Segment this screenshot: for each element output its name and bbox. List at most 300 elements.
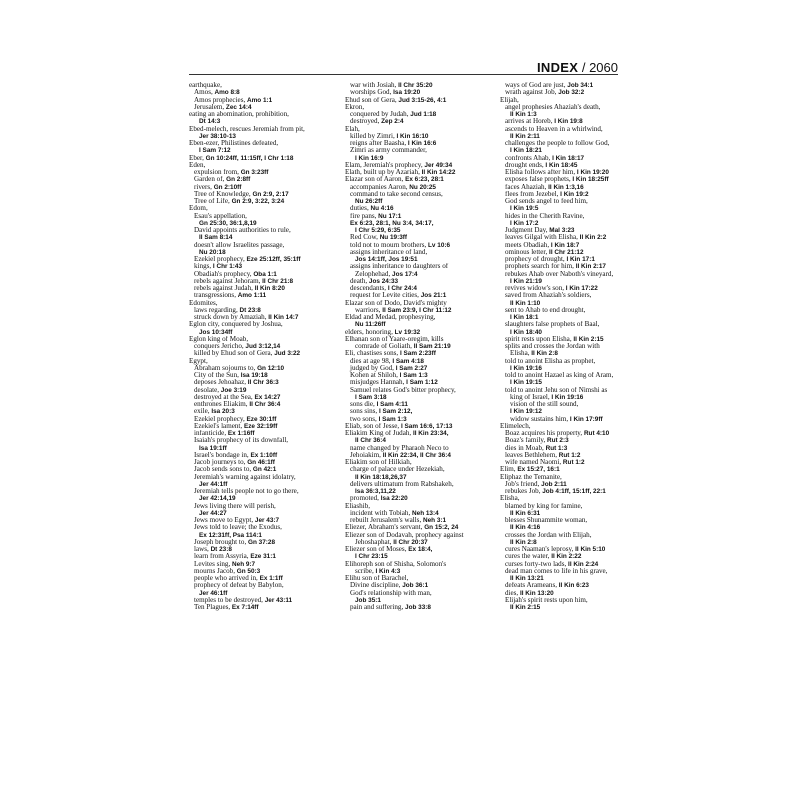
entry-reference: Jos 10:34ff bbox=[199, 328, 233, 336]
entry-reference: Job 33:8 bbox=[405, 604, 431, 611]
entry-text: Jehoshaphat, bbox=[355, 538, 394, 546]
entry-reference: I Chr 23:15 bbox=[355, 553, 388, 561]
entry-reference: I Sam 1:12 bbox=[406, 379, 438, 387]
entry-reference: Gn 10:24ff, 11:15ff, I Chr 1:18 bbox=[205, 154, 294, 162]
index-entry bbox=[500, 89, 688, 96]
index-entry bbox=[500, 234, 688, 241]
entry-reference: Jos 21:1 bbox=[420, 292, 447, 300]
entry-text: faces Ahaziah, bbox=[505, 183, 549, 191]
entry-reference: I Kin 19:20 bbox=[576, 169, 609, 176]
entry-text: crosses the Jordan with Elijah, bbox=[505, 531, 592, 539]
entry-reference: II Kin 5:10 bbox=[575, 546, 606, 553]
entry-text: two sons, bbox=[350, 415, 379, 423]
entry-reference: Mal 3:23 bbox=[549, 227, 575, 234]
index-entry bbox=[500, 126, 688, 133]
index-entry bbox=[500, 205, 688, 212]
entry-text: Abraham sojourns to, bbox=[194, 364, 258, 372]
entry-reference: I Sam 1:3 bbox=[399, 372, 428, 379]
entry-text: laws regarding, bbox=[194, 306, 240, 314]
entry-reference: Ex 6:23, 28:1 bbox=[405, 176, 444, 184]
index-entry bbox=[500, 561, 688, 568]
entry-reference: Ex 1:10ff bbox=[250, 451, 278, 459]
index-entry bbox=[500, 162, 688, 169]
entry-text: Elam, Jeremiah's prophecy, bbox=[345, 161, 425, 169]
entry-reference: I Kin 18:17 bbox=[552, 154, 585, 162]
entry-text: leaves Bethlehem, bbox=[505, 451, 559, 459]
entry-text: scribe, bbox=[355, 567, 376, 575]
entry-text: laws, bbox=[194, 546, 211, 553]
entry-reference: II Kin 23:34, bbox=[412, 430, 449, 437]
entry-text: comrade of Goliath, bbox=[355, 343, 414, 350]
entry-text: flees from Jezebel, bbox=[505, 190, 561, 198]
entry-text: Jeremiah tells people not to go there, bbox=[194, 488, 299, 495]
index-entry bbox=[500, 256, 688, 263]
entry-text: Boaz's family, bbox=[505, 437, 547, 445]
entry-text: prophets search for him, bbox=[505, 263, 576, 271]
entry-text: Jacob sends sons to, bbox=[194, 466, 253, 474]
entry-text: temples to be destroyed, bbox=[194, 596, 265, 604]
header-rule bbox=[189, 74, 618, 75]
entry-text: ways of God are just, bbox=[505, 82, 568, 89]
entry-reference: Ex 6:23, 28:1, Nu 3:4, 34:17, bbox=[350, 219, 434, 227]
entry-text: destroyed, bbox=[350, 118, 382, 126]
index-entry bbox=[500, 539, 688, 546]
index-entry bbox=[500, 423, 688, 430]
entry-reference: I Kin 17:1 bbox=[566, 256, 595, 263]
entry-text: killed by Ehud son of Gera, bbox=[194, 350, 275, 358]
index-entry bbox=[500, 104, 688, 111]
entry-text: Elah, bbox=[345, 125, 360, 133]
entry-text: Eliashib, bbox=[345, 502, 371, 510]
entry-text: earthquake, bbox=[189, 82, 222, 89]
entry-reference: II Kin 22:34, II Chr 36:4 bbox=[382, 451, 451, 459]
entry-text: charge of palace under Hezekiah, bbox=[350, 466, 445, 474]
entry-reference: Oba 1:1 bbox=[253, 270, 277, 278]
index-entry bbox=[500, 553, 688, 560]
entry-reference: II Kin 2:8 bbox=[510, 538, 537, 546]
entry-reference: Nu 17:1 bbox=[378, 212, 402, 220]
entry-text: Eber, bbox=[189, 154, 206, 162]
index-entry bbox=[500, 568, 688, 575]
index-entry bbox=[500, 365, 688, 372]
entry-text: told to anoint Jehu son of Nimshi as bbox=[505, 386, 608, 394]
entry-text: Jews told to leave; the Exodus, bbox=[194, 524, 282, 532]
entry-reference: Gn 42:1 bbox=[252, 466, 277, 474]
entry-text: Elijah, bbox=[500, 96, 519, 104]
entry-reference: II Kin 8:20 bbox=[254, 285, 285, 292]
index-entry bbox=[500, 140, 688, 147]
entry-text: prophecy of drought, bbox=[505, 256, 567, 263]
entry-reference: Nu 4:16 bbox=[370, 205, 394, 213]
index-entry bbox=[500, 350, 688, 357]
entry-reference: I Kin 19:16 bbox=[551, 393, 584, 401]
entry-text: wife named Naomi, bbox=[505, 459, 563, 466]
entry-reference: I Chr 24:4 bbox=[387, 285, 417, 292]
entry-text: Eliezer, Abraham's servant, bbox=[345, 524, 425, 532]
index-entry bbox=[500, 546, 688, 553]
entry-text: command to take second census, bbox=[350, 190, 443, 198]
entry-text: fire pans, bbox=[350, 212, 379, 220]
entry-reference: Gn 2:9, 3:22, 3:24 bbox=[231, 198, 285, 205]
entry-reference: Eze 25:12ff, 35:1ff bbox=[246, 256, 301, 263]
entry-text: transgressions, bbox=[194, 292, 238, 300]
entry-reference: Nu 11:26ff bbox=[355, 321, 386, 329]
entry-text: dies in Moab, bbox=[505, 444, 546, 452]
entry-text: prophecy of defeat by Babylon, bbox=[194, 582, 284, 590]
entry-reference: Neh 9:7 bbox=[232, 560, 256, 568]
entry-reference: I Sam 2:27 bbox=[395, 364, 428, 372]
entry-reference: II Kin 2:8 bbox=[531, 350, 558, 358]
entry-text: Egypt, bbox=[189, 357, 208, 365]
index-entry bbox=[500, 445, 688, 452]
index-entry bbox=[500, 292, 688, 299]
entry-reference: II Chr 35:20 bbox=[398, 82, 433, 89]
entry-reference: Nu 19:3ff bbox=[379, 234, 408, 242]
index-entry bbox=[500, 408, 688, 415]
entry-reference: Jer 38:10-13 bbox=[199, 132, 236, 140]
entry-text: widow sustains him, bbox=[510, 415, 570, 423]
index-entry bbox=[500, 271, 688, 278]
entry-reference: II Kin 2:24 bbox=[568, 560, 599, 568]
entry-reference: I Sam 1:3 bbox=[378, 415, 407, 423]
index-entry bbox=[500, 582, 688, 589]
entry-reference: Jud 1:18 bbox=[410, 111, 437, 118]
entry-reference: Dt 23:8 bbox=[210, 546, 232, 553]
entry-text: Eliezer son of Dodavah, prophecy against bbox=[345, 531, 464, 539]
entry-reference: Job 35:1 bbox=[355, 596, 381, 604]
entry-text: Ekron, bbox=[345, 103, 365, 111]
entry-text: dies, bbox=[505, 589, 520, 597]
entry-text: Eglon city, conquered by Joshua, bbox=[189, 321, 283, 329]
entry-text: City of the Sun, bbox=[194, 372, 241, 379]
index-entry bbox=[500, 394, 688, 401]
entry-text: desolate, bbox=[194, 386, 221, 394]
entry-reference: Nu 20:18 bbox=[199, 248, 226, 256]
index-entry bbox=[500, 459, 688, 466]
entry-text: conquered by Judah, bbox=[350, 111, 411, 118]
entry-text: Zelophehad, bbox=[355, 270, 393, 278]
entry-text: Eliakim King of Judah, bbox=[345, 430, 413, 437]
entry-text: rebuilt Jerusalem's walls, bbox=[350, 517, 423, 524]
index-entry bbox=[500, 155, 688, 162]
entry-text: cures the water, bbox=[505, 553, 552, 561]
index-entry bbox=[500, 213, 688, 220]
entry-reference: I Kin 18:1 bbox=[510, 314, 539, 321]
entry-text: assigns inheritance of land, bbox=[350, 248, 428, 256]
entry-text: pain and suffering, bbox=[350, 604, 406, 611]
entry-text: rebels against Jehoram, bbox=[194, 277, 263, 285]
entry-text: Amos prophecies, bbox=[194, 96, 247, 104]
entry-text: Eben-ezer, Philistines defeated, bbox=[189, 140, 279, 147]
entry-reference: II Kin 6:23 bbox=[558, 582, 589, 590]
index-entry bbox=[500, 416, 688, 423]
entry-reference: I Kin 19:16 bbox=[510, 364, 542, 372]
index-entry bbox=[500, 82, 688, 89]
entry-reference: Job 4:1ff, 15:1ff, 22:1 bbox=[542, 488, 606, 495]
entry-reference: Rut 1:3 bbox=[545, 444, 568, 452]
entry-reference: I Kin 16:10 bbox=[396, 132, 429, 140]
entry-reference: Dt 14:3 bbox=[199, 118, 221, 126]
entry-reference: II Chr 21:8 bbox=[262, 277, 294, 285]
entry-text: kings, bbox=[194, 263, 213, 271]
entry-text: Esau's appellation, bbox=[194, 212, 247, 220]
entry-text: Joseph brought to, bbox=[194, 538, 248, 546]
entry-reference: Rut 1:2 bbox=[558, 451, 581, 459]
entry-reference: II Kin 1:3 bbox=[510, 111, 537, 118]
entry-text: wrath against Job, bbox=[505, 89, 559, 97]
entry-reference: Joe 3:19 bbox=[220, 386, 247, 394]
index-entry bbox=[500, 597, 688, 604]
entry-text: delivers ultimatum from Rabshakeh, bbox=[350, 480, 454, 488]
entry-reference: Jud 3:22 bbox=[274, 350, 301, 358]
entry-text: blamed by king for famine, bbox=[505, 502, 583, 510]
entry-reference: II Chr 20:37 bbox=[393, 538, 428, 546]
entry-text: doesn't allow Israelites passage, bbox=[194, 241, 285, 249]
entry-reference: Neh 3:1 bbox=[423, 517, 447, 524]
entry-reference: II Sam 8:14 bbox=[199, 234, 233, 242]
entry-reference: II Kin 6:31 bbox=[510, 509, 541, 517]
index-entry bbox=[500, 249, 688, 256]
entry-text: Ehud son of Gera, bbox=[345, 96, 399, 104]
entry-text: request for Levite cities, bbox=[350, 292, 421, 300]
entry-text: incident with Tobiah, bbox=[350, 509, 413, 517]
entry-reference: I Kin 18:40 bbox=[510, 328, 542, 336]
entry-reference: Zec 14:4 bbox=[225, 103, 252, 111]
entry-reference: I Kin 19:5 bbox=[510, 205, 539, 213]
entry-text: Kohen at Shiloh, bbox=[350, 372, 400, 379]
entry-reference: Jos 17:4 bbox=[392, 270, 418, 278]
entry-text: Ezekiel's lament, bbox=[194, 422, 244, 430]
index-entry bbox=[500, 133, 688, 140]
entry-text: Eldad and Medad, prophesying, bbox=[345, 314, 436, 321]
entry-reference: Isa 20:3 bbox=[211, 408, 235, 416]
entry-reference: Ex 1:16ff bbox=[227, 430, 255, 437]
entry-text: defeats Arameans, bbox=[505, 582, 559, 590]
index-entry bbox=[500, 147, 688, 154]
entry-reference: Gn 37:28 bbox=[248, 538, 275, 546]
entry-reference: I Kin 16:6 bbox=[407, 140, 437, 147]
entry-reference: Amo 1:1 bbox=[247, 96, 273, 104]
entry-text: people who arrived in, bbox=[194, 575, 260, 582]
entry-reference: I Kin 4:3 bbox=[375, 567, 401, 575]
entry-text: Edom, bbox=[189, 205, 208, 213]
entry-reference: Zep 2:4 bbox=[381, 118, 404, 126]
entry-reference: I Sam 7:12 bbox=[199, 147, 231, 155]
entry-text: Elisha follows after him, bbox=[505, 169, 577, 176]
entry-text: rebukes Job, bbox=[505, 488, 543, 495]
entry-text: name changed by Pharaoh Neco to bbox=[350, 444, 449, 452]
entry-text: revives widow's son, bbox=[505, 285, 566, 292]
entry-text: Eliezer son of Moses, bbox=[345, 546, 409, 553]
entry-text: Garden of, bbox=[194, 176, 227, 184]
entry-text: saved from Ahaziah's soldiers, bbox=[505, 292, 592, 300]
index-entry bbox=[500, 503, 688, 510]
entry-reference: Rut 1:2 bbox=[562, 459, 585, 466]
index-entry bbox=[500, 184, 688, 191]
entry-text: David appoints authorities to rule, bbox=[194, 227, 291, 234]
entry-reference: I Sam 2:23ff bbox=[399, 350, 436, 358]
entry-text: Tree of Life, bbox=[194, 198, 232, 205]
entry-text: Ten Plagues, bbox=[194, 604, 232, 611]
entry-reference: Jos 14:1ff, Jos 19:51 bbox=[355, 256, 418, 263]
entry-reference: I Kin 21:19 bbox=[510, 277, 542, 285]
entry-text: sent to Ahab to end drought, bbox=[505, 306, 586, 314]
entry-reference: Amo 8:8 bbox=[214, 89, 240, 97]
entry-reference: I Kin 17:9ff bbox=[569, 415, 603, 423]
entry-reference: II Kin 2:17 bbox=[575, 263, 606, 271]
index-entry bbox=[500, 379, 688, 386]
entry-reference: Nu 26:2ff bbox=[355, 198, 383, 205]
entry-reference: I Kin 18:45 bbox=[545, 161, 578, 169]
entry-text: Eglon king of Moab, bbox=[189, 335, 249, 343]
entry-reference: Gn 2:10ff bbox=[213, 183, 242, 191]
index-entry bbox=[500, 321, 688, 328]
entry-text: Elijah's spirit rests upon him, bbox=[505, 596, 588, 604]
entry-reference: Nu 20:25 bbox=[409, 183, 436, 191]
entry-text: Divine discipline, bbox=[350, 582, 403, 590]
entry-reference: Gn 3:23ff bbox=[240, 169, 269, 176]
page-number: 2060 bbox=[589, 60, 618, 75]
entry-reference: Jos 24:33 bbox=[368, 277, 399, 285]
entry-reference: II Kin 13:21 bbox=[510, 575, 544, 582]
entry-text: ominous letter, bbox=[505, 248, 550, 256]
entry-reference: II Kin 14:22 bbox=[421, 169, 456, 176]
entry-reference: Jer 42:14,19 bbox=[199, 495, 236, 503]
entry-reference: II Kin 2:22 bbox=[551, 553, 582, 561]
entry-text: Elisha, bbox=[510, 350, 532, 358]
entry-text: Eliphaz the Temanite, bbox=[500, 473, 562, 481]
entry-text: assigns inheritance to daughters of bbox=[350, 263, 449, 271]
entry-text: Elazar son of Aaron, bbox=[345, 176, 406, 184]
entry-reference: II Kin 4:16 bbox=[510, 524, 541, 532]
index-entry bbox=[500, 452, 688, 459]
entry-reference: Jer 44:27 bbox=[199, 509, 227, 517]
entry-text: Eliab, son of Jesse, bbox=[345, 422, 401, 430]
entry-text: sons die, bbox=[350, 401, 377, 408]
entry-text: elders, honoring, bbox=[345, 328, 395, 336]
entry-text: ascends to Heaven in a whirlwind, bbox=[505, 125, 603, 133]
index-entry bbox=[500, 307, 688, 314]
index-entry bbox=[500, 474, 688, 481]
entry-text: Israel's bondage in, bbox=[194, 451, 251, 459]
entry-reference: II Kin 18:18,26,37 bbox=[355, 473, 407, 481]
entry-text: spirit rests upon Elisha, bbox=[505, 335, 574, 343]
entry-reference: I Kin 19:2 bbox=[560, 190, 589, 198]
entry-text: dies at age 98, bbox=[350, 357, 393, 365]
entry-reference: Jud 3:15-26, 4:1 bbox=[398, 96, 447, 104]
entry-text: Elisha, bbox=[500, 495, 520, 503]
entry-reference: Ex 18:4, bbox=[408, 546, 433, 553]
entry-reference: Lv 19:32 bbox=[394, 328, 421, 336]
entry-text: sons sins, bbox=[350, 408, 379, 416]
index-entry bbox=[500, 169, 688, 176]
entry-reference: Gn 46:1ff bbox=[247, 459, 275, 466]
entry-text: challenges the people to follow God, bbox=[505, 140, 610, 147]
entry-text: Edomites, bbox=[189, 299, 218, 307]
entry-reference: Job 36:1 bbox=[402, 582, 429, 590]
index-entry bbox=[500, 278, 688, 285]
entry-reference: Jer 49:34 bbox=[424, 161, 453, 169]
entry-reference: II Chr 21:12 bbox=[549, 248, 584, 256]
entry-reference: Eze 32:19ff bbox=[243, 422, 278, 430]
entry-text: drought ends, bbox=[505, 161, 546, 169]
entry-text: deposes Jehoahaz, bbox=[194, 379, 248, 387]
index-entry bbox=[500, 227, 688, 234]
entry-reference: Gn 12:10 bbox=[257, 364, 285, 372]
entry-text: conquers Jericho, bbox=[194, 343, 246, 350]
index-entry bbox=[500, 430, 688, 437]
entry-text: war with Josiah, bbox=[350, 82, 399, 89]
entry-text: king of Israel, bbox=[510, 393, 552, 401]
entry-reference: Isa 22:20 bbox=[380, 495, 408, 503]
entry-text: Eliakim son of Hilkiah, bbox=[345, 459, 412, 466]
entry-text: worships God, bbox=[350, 89, 394, 97]
entry-text: expulsion from, bbox=[194, 169, 241, 176]
entry-reference: I Kin 17:2 bbox=[510, 219, 539, 227]
entry-text: God sends angel to feed him, bbox=[505, 198, 588, 205]
entry-reference: Job 34:1 bbox=[567, 82, 594, 89]
entry-reference: Isa 19:1ff bbox=[199, 444, 227, 452]
entry-text: infanticide, bbox=[194, 430, 228, 437]
entry-text: Job's friend, bbox=[505, 480, 542, 488]
entry-reference: I Kin 18:21 bbox=[510, 147, 542, 155]
entry-text: told not to mourn brothers, bbox=[350, 241, 429, 249]
index-entry bbox=[500, 604, 688, 611]
entry-text: leaves Gilgal with Elisha, bbox=[505, 234, 580, 242]
index-entry bbox=[500, 387, 688, 394]
index-entry bbox=[500, 242, 688, 249]
entry-reference: Jud 3:12,14 bbox=[245, 343, 281, 350]
entry-text: Eden, bbox=[189, 161, 206, 169]
entry-reference: Gn 2:9, 2:17 bbox=[252, 190, 289, 198]
entry-reference: I Kin 19:8 bbox=[554, 118, 583, 126]
entry-text: Boaz acquires his property, bbox=[505, 430, 584, 437]
entry-reference: Ex 14:27 bbox=[254, 393, 281, 401]
entry-reference: Gn 15:2, 24 bbox=[424, 524, 459, 532]
entry-reference: I Kin 18:7 bbox=[550, 241, 580, 249]
entry-reference: II Kin 1:10 bbox=[510, 299, 541, 307]
entry-reference: I Sam 2:12, bbox=[378, 408, 413, 416]
index-entry bbox=[500, 198, 688, 205]
entry-reference: II Chr 36:4 bbox=[249, 401, 281, 408]
entry-text: Jacob journeys to, bbox=[194, 459, 248, 466]
entry-text: eating an abomination, prohibition, bbox=[189, 111, 289, 118]
entry-text: meets Obadiah, bbox=[505, 241, 551, 249]
entry-text: angel prophesies Ahaziah's death, bbox=[505, 103, 601, 111]
entry-text: exile, bbox=[194, 408, 212, 416]
entry-reference: II Kin 2:15 bbox=[510, 604, 541, 611]
entry-text: Zimri as army commander, bbox=[350, 147, 427, 155]
entry-text: rebels against Judah, bbox=[194, 285, 255, 292]
entry-text: Elihoreph son of Shisha, Solomon's bbox=[345, 560, 447, 568]
index-entry bbox=[500, 510, 688, 517]
entry-reference: I Kin 16:9 bbox=[355, 154, 384, 162]
entry-text: Red Cow, bbox=[350, 234, 380, 242]
entry-text: blesses Shunammite woman, bbox=[505, 517, 588, 524]
entry-text: Elihu son of Barachel, bbox=[345, 575, 409, 582]
index-entry bbox=[500, 176, 688, 183]
entry-reference: Neh 13:4 bbox=[412, 509, 439, 517]
entry-reference: Gn 2:8ff bbox=[226, 176, 251, 184]
entry-reference: II Kin 2:2 bbox=[579, 234, 607, 242]
entry-text: God's relationship with man, bbox=[350, 589, 432, 597]
index-entry bbox=[500, 118, 688, 125]
entry-text: Elhanan son of Yaare-oregim, kills bbox=[345, 335, 444, 343]
entry-text: promoted, bbox=[350, 495, 381, 503]
index-entry bbox=[500, 488, 688, 495]
entry-reference: I Sam 4:11 bbox=[376, 401, 408, 408]
index-entry bbox=[500, 220, 688, 227]
